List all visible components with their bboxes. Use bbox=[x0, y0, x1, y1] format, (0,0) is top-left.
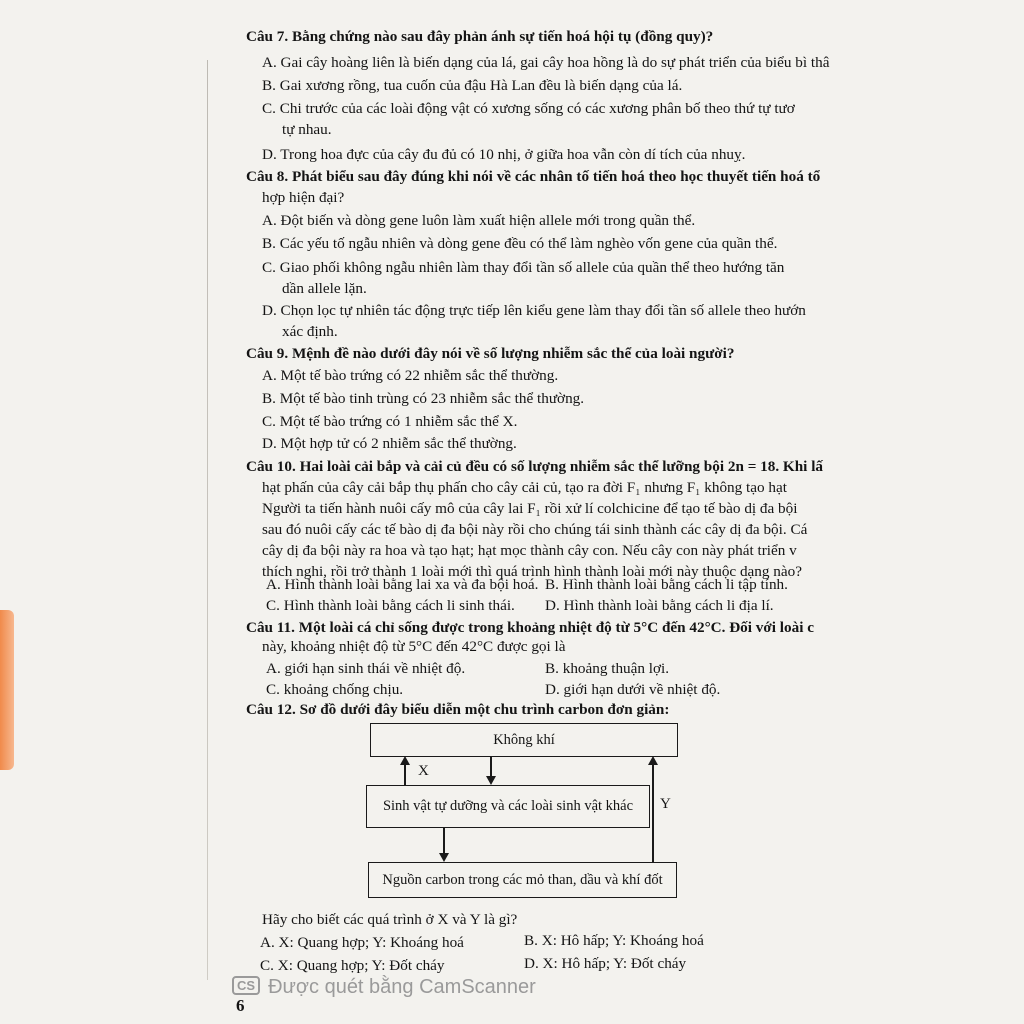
q7-stem: Câu 7. Bằng chứng nào sau đây phản ánh sự tiến hoá hội tụ (đồng quy)? bbox=[246, 28, 714, 45]
box-organisms: Sinh vật tự dưỡng và các loài sinh vật khác bbox=[366, 785, 650, 828]
scanner-watermark bbox=[232, 976, 536, 999]
q10-option-c: C. Hình thành loài bằng cách li sinh thái. bbox=[266, 597, 515, 614]
q8-stem: Câu 8. Phát biểu sau đây đúng khi nói về các nhân tố tiến hoá theo học thuyết tiến hoá tổ bbox=[246, 168, 821, 185]
q7-option-d: D. Trong hoa đực của cây đu đủ có 10 nhị, ở giữa hoa vẫn còn dí tích của nhuỵ. bbox=[262, 146, 746, 163]
q9-option-b: B. Một tế bào tinh trùng có 23 nhiễm sắc thể thường. bbox=[262, 390, 585, 407]
q10-option-d: D. Hình thành loài bằng cách li địa lí. bbox=[545, 597, 774, 614]
box-air: Không khí bbox=[370, 723, 678, 757]
q8-stem-cont: hợp hiện đại? bbox=[262, 189, 345, 206]
page-spine-line bbox=[207, 60, 208, 980]
box-fossil-carbon: Nguồn carbon trong các mỏ than, dầu và khí đốt bbox=[368, 862, 677, 898]
q9-option-c: C. Một tế bào trứng có 1 nhiễm sắc thể X. bbox=[262, 413, 518, 430]
arrow-air-down-tip bbox=[486, 776, 496, 785]
q11-option-b: B. khoảng thuận lợi. bbox=[545, 660, 670, 677]
q12-option-b: B. X: Hô hấp; Y: Khoáng hoá bbox=[524, 932, 704, 949]
arrow-x-up bbox=[404, 764, 406, 785]
q10-option-a: A. Hình thành loài bằng lai xa và đa bội hoá. bbox=[266, 576, 539, 593]
scanner-text: Được quét bằng CamScanner bbox=[268, 976, 536, 998]
q11-option-c: C. khoảng chống chịu. bbox=[266, 681, 404, 698]
q10-stem: Câu 10. Hai loài cải bắp và cải củ đều có số lượng nhiễm sắc thể lưỡng bội 2n = 18. Khi lấ bbox=[246, 458, 824, 475]
q11-option-a: A. giới hạn sinh thái về nhiệt độ. bbox=[266, 660, 466, 677]
q10-stem-line2: hạt phấn của cây cải bắp thụ phấn cho cây cải củ, tạo ra đời F₁ nhưng F₁ không tạo hạt bbox=[262, 479, 787, 496]
arrow-y-up bbox=[652, 764, 654, 862]
q10-stem-line6: thích nghi, rồi trở thành 1 loài mới thì quá trình hình thành loài mới này thuộc dạng nào? bbox=[262, 563, 802, 580]
q11-option-d: D. giới hạn dưới về nhiệt độ. bbox=[545, 681, 721, 698]
q10-stem-line4: sau đó nuôi cấy các tế bào dị đa bội này rồi cho chúng tái sinh thành các cây dị đa bội. Cá bbox=[262, 521, 808, 538]
q8-option-a: A. Đột biến và dòng gene luôn làm xuất hiện allele mới trong quần thể. bbox=[262, 212, 696, 229]
q10-stem-line3: Người ta tiến hành nuôi cấy mô của cây lai F₁ rồi xử lí colchicine để tạo tế bào dị đa bội bbox=[262, 500, 798, 517]
q8-option-d-cont: xác định. bbox=[282, 323, 338, 340]
q9-option-a: A. Một tế bào trứng có 22 nhiễm sắc thể thường. bbox=[262, 367, 559, 384]
q10-stem-line5: cây dị đa bội này ra hoa và tạo hạt; hạt mọc thành cây con. Nếu cây con này phát triển v bbox=[262, 542, 797, 559]
camscanner-logo-icon: CS bbox=[232, 976, 260, 995]
arrow-air-down bbox=[490, 756, 492, 777]
q7-option-c: C. Chi trước của các loài động vật có xương sống có các xương phân bố theo thứ tự tươ bbox=[262, 100, 795, 117]
arrow-burial-down bbox=[443, 827, 445, 854]
label-x: X bbox=[418, 763, 429, 779]
page-number: 6 bbox=[236, 996, 245, 1015]
q10-option-b: B. Hình thành loài bằng cách li tập tính. bbox=[545, 576, 788, 593]
q7-option-c-cont: tự nhau. bbox=[282, 121, 332, 138]
q9-stem: Câu 9. Mệnh đề nào dưới đây nói về số lượng nhiễm sắc thể của loài người? bbox=[246, 345, 735, 362]
q9-option-d: D. Một hợp tử có 2 nhiễm sắc thể thường. bbox=[262, 435, 517, 452]
q12-option-c: C. X: Quang hợp; Y: Đốt cháy bbox=[260, 957, 445, 974]
q8-option-c: C. Giao phối không ngẫu nhiên làm thay đổi tần số allele của quần thể theo hướng tăn bbox=[262, 259, 785, 276]
q12-option-d: D. X: Hô hấp; Y: Đốt cháy bbox=[524, 955, 687, 972]
q12-question: Hãy cho biết các quá trình ở X và Y là gì? bbox=[262, 911, 518, 928]
q12-stem: Câu 12. Sơ đồ dưới đây biểu diễn một chu trình carbon đơn giản: bbox=[246, 701, 670, 718]
page-edge-tab bbox=[0, 610, 14, 770]
q8-option-c-cont: dần allele lặn. bbox=[282, 280, 367, 297]
q12-option-a: A. X: Quang hợp; Y: Khoáng hoá bbox=[260, 934, 464, 951]
q8-option-b: B. Các yếu tố ngẫu nhiên và dòng gene đều có thể làm nghèo vốn gene của quần thể. bbox=[262, 235, 778, 252]
q7-option-a: A. Gai cây hoàng liên là biến dạng của lá, gai cây hoa hồng là do sự phát triển của biểu bì thâ bbox=[262, 54, 830, 71]
arrow-x-tip bbox=[400, 756, 410, 765]
q11-stem-cont: này, khoảng nhiệt độ từ 5°C đến 42°C được gọi là bbox=[262, 638, 566, 655]
q11-stem: Câu 11. Một loài cá chỉ sống được trong khoảng nhiệt độ từ 5°C đến 42°C. Đối với loài c bbox=[246, 619, 814, 636]
carbon-cycle-diagram bbox=[360, 720, 690, 900]
q8-option-d: D. Chọn lọc tự nhiên tác động trực tiếp lên kiểu gene làm thay đổi tần số allele theo hướn bbox=[262, 302, 806, 319]
arrow-burial-tip bbox=[439, 853, 449, 862]
label-y: Y bbox=[660, 796, 671, 812]
q7-option-b: B. Gai xương rồng, tua cuốn của đậu Hà Lan đều là biến dạng của lá. bbox=[262, 77, 683, 94]
arrow-y-tip bbox=[648, 756, 658, 765]
